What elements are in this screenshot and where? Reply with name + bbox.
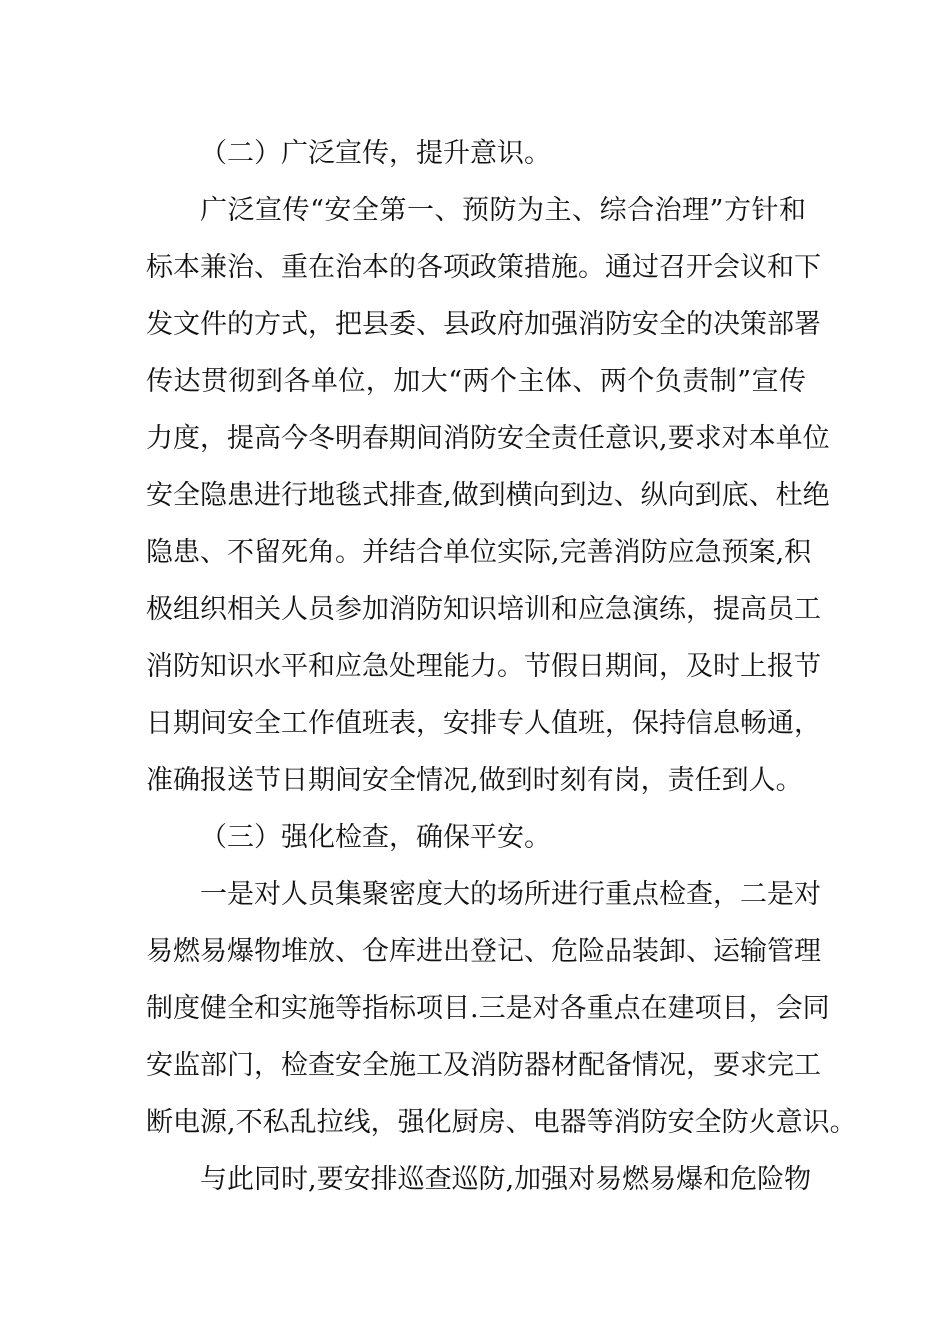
paragraph-line: 易燃易爆物堆放、仓库进出登记、危险品装卸、运输管理 xyxy=(146,936,821,967)
section-heading: （三）强化检查，确保平安。 xyxy=(200,822,551,853)
section-heading: （二）广泛宣传，提升意识。 xyxy=(200,138,551,169)
paragraph-line: 安监部门，检查安全施工及消防器材配备情况，要求完工 xyxy=(146,1050,821,1081)
paragraph-line: 发文件的方式，把县委、县政府加强消防安全的决策部署 xyxy=(146,309,821,340)
paragraph-line: 一是对人员集聚密度大的场所进行重点检查，二是对 xyxy=(200,879,821,910)
paragraph-line: 消防知识水平和应急处理能力。节假日期间，及时上报节 xyxy=(146,651,821,682)
paragraph-line: 标本兼治、重在治本的各项政策措施。通过召开会议和下 xyxy=(146,252,821,283)
paragraph-line: 与此同时,要安排巡查巡防,加强对易燃易爆和危险物 xyxy=(200,1164,812,1195)
paragraph-line: 断电源,不私乱拉线，强化厨房、电器等消防安全防火意识。 xyxy=(146,1107,857,1138)
paragraph-line: 力度，提高今冬明春期间消防安全责任意识,要求对本单位 xyxy=(146,423,830,454)
paragraph-line: 隐患、不留死角。并结合单位实际,完善消防应急预案,积 xyxy=(146,537,812,568)
paragraph-line: 制度健全和实施等指标项目.三是对各重点在建项目，会同 xyxy=(146,993,830,1024)
paragraph-line: 广泛宣传“安全第一、预防为主、综合治理”方针和 xyxy=(200,195,806,226)
paragraph-line: 传达贯彻到各单位，加大“两个主体、两个负责制”宣传 xyxy=(146,366,806,397)
paragraph-line: 安全隐患进行地毯式排查,做到横向到边、纵向到底、杜绝 xyxy=(146,480,830,511)
paragraph-line: 准确报送节日期间安全情况,做到时刻有岗，责任到人。 xyxy=(146,765,803,796)
paragraph-line: 极组织相关人员参加消防知识培训和应急演练，提高员工 xyxy=(146,594,821,625)
paragraph-line: 日期间安全工作值班表，安排专人值班，保持信息畅通， xyxy=(146,708,821,739)
